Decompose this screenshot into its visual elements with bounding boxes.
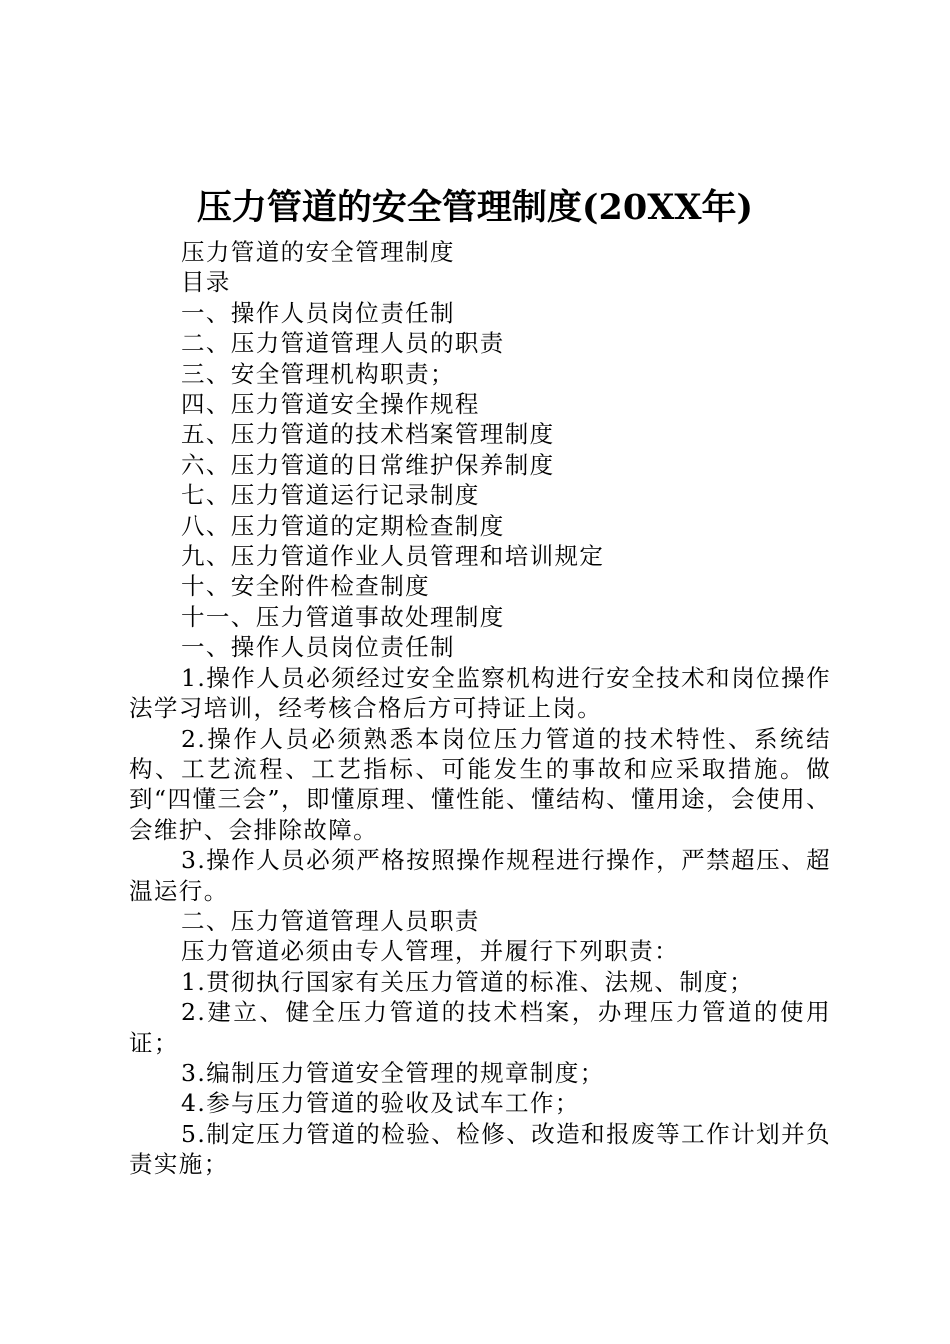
body-paragraph: 1.操作人员必须经过安全监察机构进行安全技术和岗位操作法学习培训，经考核合格后方可持证上岗。 — [129, 663, 831, 723]
body-paragraph: 5.制定压力管道的检验、检修、改造和报废等工作计划并负责实施； — [129, 1119, 831, 1179]
toc-item: 一、操作人员岗位责任制 — [181, 298, 455, 327]
body-paragraph: 2.建立、健全压力管道的技术档案，办理压力管道的使用证； — [129, 998, 831, 1057]
toc-item: 六、压力管道的日常维护保养制度 — [181, 450, 555, 479]
body-paragraph: 3.操作人员必须严格按照操作规程进行操作，严禁超压、超温运行。 — [129, 846, 831, 905]
section-heading: 一、操作人员岗位责任制 — [181, 633, 455, 662]
toc-item: 四、压力管道安全操作规程 — [181, 390, 480, 419]
toc-item: 十、安全附件检查制度 — [181, 572, 430, 601]
toc-heading: 目录 — [181, 268, 231, 297]
toc-item: 七、压力管道运行记录制度 — [181, 481, 480, 510]
toc-item: 十一、压力管道事故处理制度 — [181, 602, 505, 631]
body-paragraph: 压力管道必须由专人管理，并履行下列职责： — [181, 937, 679, 966]
body-paragraph: 2.操作人员必须熟悉本岗位压力管道的技术特性、系统结构、工艺流程、工艺指标、可能发生的事故和应采取措施。做到“四懂三会”，即懂原理、懂性能、懂结构、懂用途，会使用、会维护、会排除故障。 — [129, 724, 831, 844]
document-body — [129, 237, 831, 1180]
toc-item: 三、安全管理机构职责； — [181, 359, 455, 388]
body-paragraph: 4.参与压力管道的验收及试车工作； — [181, 1089, 580, 1118]
toc-item: 八、压力管道的定期检查制度 — [181, 511, 505, 540]
toc-item: 二、压力管道管理人员的职责 — [181, 329, 505, 358]
subtitle-line: 压力管道的安全管理制度 — [181, 238, 455, 266]
toc-item: 九、压力管道作业人员管理和培训规定 — [181, 542, 605, 571]
body-paragraph: 3.编制压力管道安全管理的规章制度； — [181, 1058, 605, 1087]
toc-item: 五、压力管道的技术档案管理制度 — [181, 420, 555, 449]
section-heading: 二、压力管道管理人员职责 — [181, 906, 480, 935]
document-title: 压力管道的安全管理制度(20XX年) — [196, 187, 754, 228]
body-paragraph: 1.贯彻执行国家有关压力管道的标准、法规、制度； — [181, 967, 755, 996]
